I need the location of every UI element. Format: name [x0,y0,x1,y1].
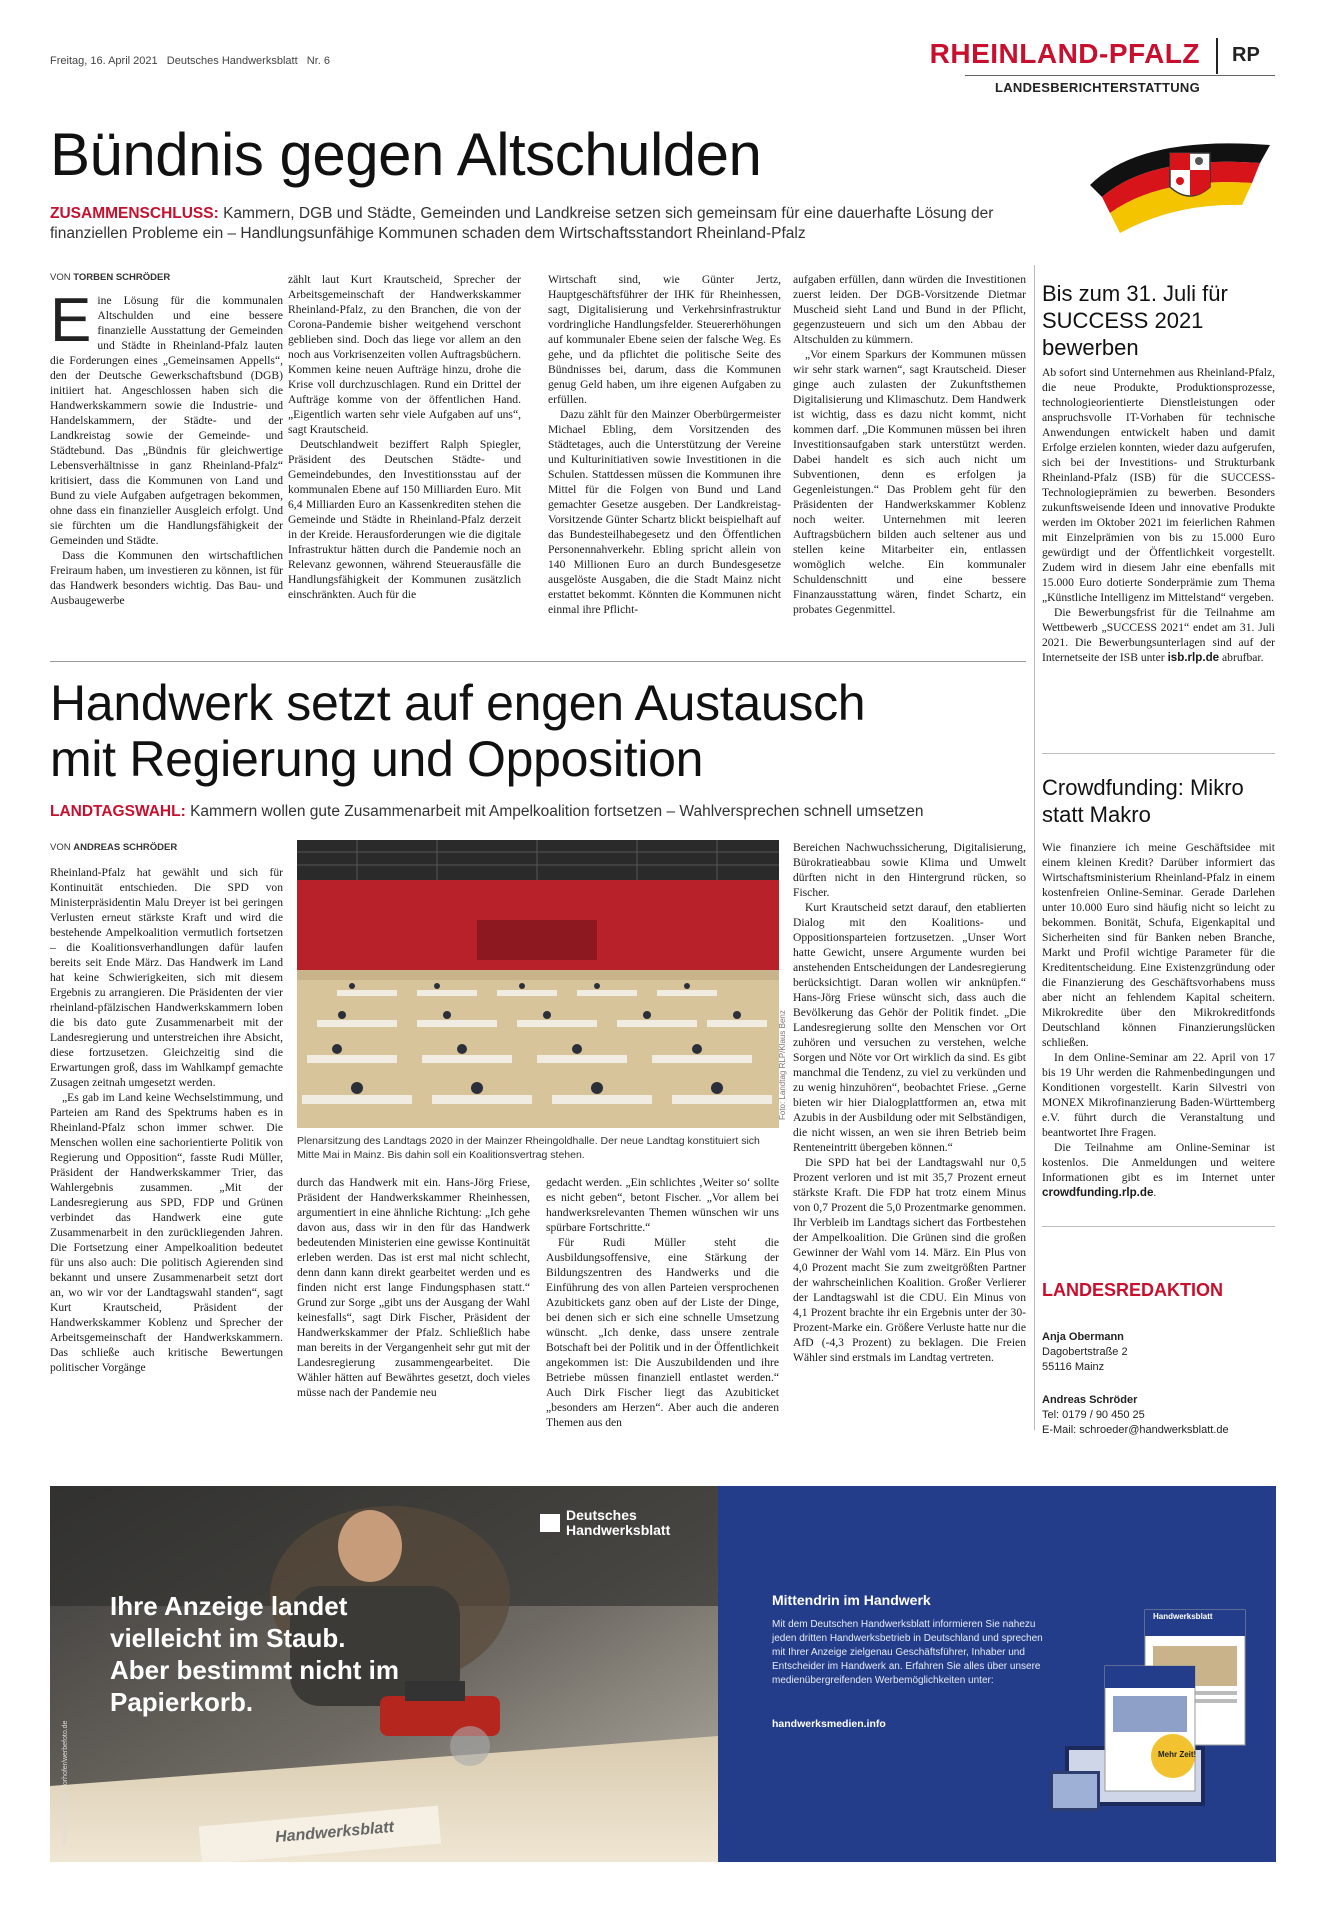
paragraph: gedacht werden. „Ein schlichtes ‚Weiter so‘ sollte es nicht geben“, betont Fischer. „Vor allem bei handwerksrelevanten Themen wünschen wir uns spürbare Fortschritte.“ [546,1176,779,1234]
ad-headline-line: vielleicht im Staub. [110,1623,346,1653]
paragraph: durch das Handwerk mit ein. Hans-Jörg Friese, Präsident der Handwerkskammer Rheinhessen, argumentiert in eine ähnliche Richtung: „Ich gehe davon aus, dass wir in den für das Handwerk bedeutenden Ministerien eine gewisse Kontinuität erleben werden. Das ist erst mal nicht schlecht, denn dann kann direkt gearbeitet werden und es finden nicht erst lange Findungsphasen statt.“ Grund zur Sorge „gibt uns der Ausgang der Wahl keinesfalls“, sagt Dirk Fischer, Präsident der Handwerkskammer der Pfalz. Schließlich habe man bereits in der Vergangenheit sehr gut mit der Landesregierung zusammengearbeitet. Die Wähler hätten auf Bewährtes gesetzt, doch vieles müsse nach der Pandemie neu [297,1176,530,1399]
byline-author: ANDREAS SCHRÖDER [73,842,178,853]
headline-line: Handwerk setzt auf engen Austausch [50,675,866,731]
ad-photo-credit: Foto: © Christian Vorhofer/werbefoto.de [62,1720,69,1844]
plenary-photo [297,840,779,1128]
article1-lead [50,286,283,548]
ad-panel-text: Mit dem Deutschen Handwerksblatt informieren Sie nahezu jeden dritten Handwerksbetrieb in Deutschland und sprechen mit Ihrer Anzeige zielgenau Geschäftsführer, Inhaber und Entscheider im Handwerk an. Erfahren Sie alles über unsere medienübergreifenden Werbemöglichkeiten unter: [772,1619,1043,1686]
article1-col3 [548,272,781,617]
crowdfunding-link[interactable]: crowdfunding.rlp.de [1042,1186,1154,1199]
article2-headline [50,675,865,787]
sidebar-rule [1042,1226,1275,1227]
ad-headline-line: Papierkorb. [110,1687,254,1717]
state-flag-emblem [1080,125,1280,245]
article2-byline [50,842,177,853]
article-divider [50,661,1026,662]
region-title: RHEINLAND-PFALZ [929,38,1200,69]
contact-street: Dagobertstraße 2 [1042,1346,1128,1358]
paragraph: In dem Online-Seminar am 22. April von 17 bis 19 Uhr werden die Rahmenbedingungen und Konditionen vorgestellt. Karin Silvestri von MONEX Mikrofinanzierung Baden-Württemberg e.V. führt durch die Veranstaltung und beantwortet Ihre Fragen. [1042,1051,1275,1139]
logo-line: Deutsches [566,1507,637,1523]
ad-headline [110,1590,399,1718]
contact-andreas [1042,1393,1229,1438]
advertisement[interactable] [50,1486,1276,1862]
sidebar-box1-p2: Die Bewerbungsfrist für die Teilnahme am Wettbewerb „SUCCESS 2021“ endet am 31. Juli 2021. Die Bewerbungsunterlagen sind auf der Internetseite der ISB unter [1042,606,1275,664]
region-subtitle: LANDESBERICHTERSTATTUNG [994,80,1200,95]
ad-panel-link[interactable]: handwerksmedien.info [772,1718,886,1730]
sidebar-box1-suffix: abrufbar. [1219,651,1264,664]
article2-col4 [793,840,1026,1365]
article2-deck-text: Kammern wollen gute Zusammenarbeit mit Ampelkoalition fortsetzen – Wahlversprechen schnell umsetzen [190,803,924,820]
dropcap: E [50,286,92,355]
sidebar-box2-text [1042,840,1275,1200]
article1-lead-text: ine Lösung für die kommunalen Altschulden und eine bessere finanzielle Ausstattung der Gemeinden und Städte in Rheinland-Pfalz lauten die Forderungen eines „Gemeinsamen Appells“, den der Deutsche Gewerkschaftsbund (DGB) initiiert hat. Angeschlossen haben sich die Handwerkskammern sowie die Industrie- und Handelskammern, der Städte- und der Landkreistag sowie der Gemeinde- und Städtebund. Das „Bündnis für gleichwertige Lebensverhältnisse in ganz Rheinland-Pfalz“ kritisiert, dass die Kommunen von Land und Bund zu viele Aufgaben aufgetragen bekommen, ohne dass ein finanzieller Ausgleich erfolgt. Und sie fürchten um die Handlungsfähigkeit der Gemeinden und Städte. [50,294,283,547]
article2-kicker: LANDTAGSWAHL: [50,803,186,820]
paragraph [1042,1140,1275,1200]
header-divider [1216,38,1218,74]
paragraph: Dazu zählt für den Mainzer Oberbürgermeister Michael Ebling, dem Vorsitzenden des Städtetages, auch die Unterstützung der Vereine und Kulturinitiativen sowie Investitionen in die Schulen. Stattdessen müssen die Kommunen ihre Mittel für die Folgen von Bund und Land gemachter Gesetze ausgeben. Der Landkreistag-Vorsitzende Günter Schartz blickt beispielhaft auf das Bundesteilhabegesetz und den Öffentlichen Personennahverkehr. Ebling spricht allein von 140 Millionen Euro an durch Bundesgesetze ausgelöste Ausgaben, die die Stadt Mainz nicht erstattet bekommt. Könnten die Kommunen nicht einmal ihre Pflicht- [548,408,781,616]
sidebar-box2-title: Crowdfunding: Mikro statt Makro [1042,775,1244,827]
handwerksblatt-logo [540,1514,560,1532]
contact-name: Anja Obermann [1042,1331,1124,1343]
sidebar-box1-text [1042,365,1275,665]
ad-product-mockups [1045,1606,1260,1821]
contact-name: Andreas Schröder [1042,1394,1138,1406]
article1-headline: Bündnis gegen Altschulden [50,121,762,188]
paragraph: Ab sofort sind Unternehmen aus Rheinland-Pfalz, die neue Produkte, Produktionsprozesse, technologieorientierte Dienstleistungen oder anspruchsvolle IT-Vorhaben für technische Anwendungen entwickelt haben und damit Erfolge erzielen konnten, wieder dazu aufgerufen, sich bei der Investitions- und Strukturbank Rheinland-Pfalz (ISB) für die SUCCESS-Technologieprämien zu bewerben. Besonders zukunftsweisende Ideen und innovative Produkte werden im Oktober 2021 im feierlichen Rahmen mit Einzelprämien von bis zu 15.000 Euro gewürdigt und der Öffentlichkeit vorgestellt. Zudem wird in diesem Jahr eine ebenfalls mit 15.000 Euro dotierte Sonderprämie zum Thema „Künstliche Intelligenz im Mittelstand“ vergeben. [1042,366,1275,604]
article1-col2 [288,272,521,602]
mockup-title: Handwerksblatt [1153,1612,1213,1621]
paragraph: Dass die Kommunen den wirtschaftlichen Freiraum haben, um investieren zu können, ist für das Handwerk besonders wichtig. Das Bau- und Ausbaugewerbe [50,549,283,607]
article1-deck [50,204,1010,244]
article2-deck [50,803,1030,821]
ad-headline-line: Ihre Anzeige landet [110,1591,348,1621]
paragraph: „Es gab im Land keine Wechselstimmung, und Parteien am Rand des Spektrums haben es in Rheinland-Pfalz schon immer schwer. Die Menschen wollen eine sachorientierte Politik von Regierung und Opposition“, fasste Rudi Müller, Präsident der Handwerkskammer Trier, das Wahlergebnis zusammen. „Mit der Landesregierung aus SPD, FDP und Grünen verbindet das Handwerk eine gute Zusammenarbeit in den zurückliegenden Jahren. Die Fortsetzung einer Ampelkoalition bedeutet für uns also auch: Die politisch Agierenden sind bekannt und unsere Zusammenarbeit setzt dort an, wo wir vor der Landtagswahl standen“, sagt Kurt Krautscheid, Präsident der Handwerkskammer Koblenz und Sprecher der Arbeitsgemeinschaft der Handwerkskammern. Das schließe auch kritische Bewertungen politischer Vorgänge [50,1091,283,1374]
article2-col2 [297,1175,530,1400]
byline-prefix: VON [50,272,71,283]
article2-col1 [50,865,283,1375]
article1-col4 [793,272,1026,617]
paragraph: zählt laut Kurt Krautscheid, Sprecher der Arbeitsgemeinschaft der Handwerkskammer Rheinland-Pfalz, zu den Branchen, die von der Corona-Pandemie bisher weitgehend verschont geblieben sind. Doch das liege vor allem an den noch aus Vorkrisenzeiten vollen Auftragsbüchern. Kommen keine neuen Aufträge hinzu, drohe die Krise voll durchzuschlagen. Rund ein Drittel der Aufträge komme von der öffentlichen Hand. „Eigentlich warten sehr viele Aufgaben auf uns“, sagt Krautscheid. [288,273,521,436]
contact-city: 55116 Mainz [1042,1361,1105,1373]
article1-deck-text: Kammern, DGB und Städte, Gemeinden und Landkreise setzen sich gemeinsam für eine dauerhafte Lösung der finanziellen Probleme ein – Handlungsunfähige Kommunen schaden dem Wirtschaftsstandort Rheinland-Pfalz [50,205,994,242]
headline-line: mit Regierung und Opposition [50,731,704,787]
sidebar-box2-suffix: . [1153,1186,1157,1199]
ad-headline-line: Aber bestimmt nicht im [110,1655,399,1685]
contact-phone: Tel: 0179 / 90 450 25 [1042,1409,1145,1421]
paragraph: Die SPD hat bei der Landtagswahl nur 0,5 Prozent verloren und ist mit 35,7 Prozent erneut stärkste Kraft. Die FDP hat trotz einem Minus von 0,7 Prozent die 5,0 Prozentmarke genommen. Ihr Verbleib im Landtags sichert das Fortbestehen der Ampelkoalition. Die Grünen sind die großen Gewinner der Wahl vom 14. März. Ein Plus von 4,0 Prozent macht Sie zum zweitgrößten Partner der wahrscheinlichen Koalition. Großer Verlierer der Landtagswahl ist die CDU. Ein Minus von 4,1 Prozent brachte ihr ein Ergebnis unter der 30-Prozent-Marke ein. Größere Verluste hatte nur die AfD (-4,3 Prozent) zu beklagen. Die Freien Wähler sind erstmals im Landtag vertreten. [793,1156,1026,1364]
article2-col3 [546,1175,779,1430]
sidebar-box2-p3: Die Teilnahme am Online-Seminar ist kostenlos. Die Anmeldungen und weitere Informationen gibt es im Internet unter [1042,1141,1275,1184]
paragraph: aufgaben erfüllen, dann würden die Investitionen zuerst leiden. Der DGB-Vorsitzende Dietmar Muscheid sieht Land und Bund in der Pflicht, gegenzusteuern und sich um den Abbau der Altschulden zu kümmern. [793,273,1026,346]
paragraph [1042,605,1275,665]
logo-text [566,1508,670,1538]
sidebar-box1-title: Bis zum 31. Juli für SUCCESS 2021 bewerben [1042,281,1228,360]
contact-email[interactable]: E-Mail: schroeder@handwerksblatt.de [1042,1424,1229,1436]
byline-prefix: VON [50,842,71,853]
sidebar-rule [1042,753,1275,754]
ad-paper-label: Handwerksblatt [274,1818,395,1847]
paragraph: Kurt Krautscheid setzt darauf, den etablierten Dialog mit den Koalitions- und Oppositionsparteien fortzusetzen. „Unser Wort hatte Gewicht, unsere Argumente wurden bei anstehenden Entscheidungen der Landesregierung berücksichtigt. Daran wollen wir anknüpfen.“ Hans-Jörg Friese wünscht sich, dass auch die Bevölkerung das Gehör der Politik findet. „Die Landesregierung sollte den Menschen vor Ort zuhören und versuchen zu verstehen, welche Sorgen und Nöte vor Ort wirklich da sind. Es gibt manchmal die Tendenz, zu viel zu verkünden und zu wenig hinzuhören“, beobachtet Friese. „Gerne bieten wir hier Dialogplattformen an, etwa mit Azubis in der Ausbildung oder mit Selbständigen, die nicht wissen, an wen sie ihren Betrieb beim Renteneintritt übergeben können.“ [793,901,1026,1154]
paragraph: „Vor einem Sparkurs der Kommunen müssen wir sehr stark warnen“, sagt Krautscheid. Dieser ginge auch zulasten der Zukunftsthemen Digitalisierung und Klimaschutz. Dem Handwerk ist wichtig, dass es dazu nicht kommt, nicht kommen darf. „Die Kommunen müssen bei ihren Investitionsaufgaben stark unterstützt werden. Dabei handelt es sich auch nicht um Subventionen, denn es erfolgen ja Gegenleistungen.“ Das Problem geht für den Präsidenten der Handwerkskammer Koblenz noch weiter. Unternehmen mit leeren Auftragsbüchern bilden auch seltener aus und stellen keine Mitarbeiter ein, entlassen womöglich welche. Ein kommunaler Schuldenschnitt und eine bessere Finanzausstattung wären, findet Schartz, ein probates Gegenmittel. [793,348,1026,616]
photo-credit: Foto: Landtag RLP/Klaus Benz [778,1010,787,1120]
paragraph: Wirtschaft sind, wie Günter Jertz, Hauptgeschäftsführer der IHK für Rheinhessen, sagt, Digitalisierung und Verkehrsinfrastruktur vordringliche Handlungsfelder. Steuererhöhungen auf kommunaler Ebene seien der falsche Weg. Es gehe, und da pflichtet die politische Seite des Bündnisses bei, darum, dass die Kommunen genug Geld haben, um ihre eigenen Aufgaben zu erfüllen. [548,273,781,406]
paragraph: Für Rudi Müller steht die Ausbildungsoffensive, eine Stärkung der Bildungszentren des Handwerks und die Einführung des von allen Parteien versprochenen Azubitickets ganz oben auf der Liste der Dinge, bei denen sich er sich eine schnelle Umsetzung wünscht. „Ich denke, dass unsere zentrale Botschaft bei der Politik und in der Öffentlichkeit angekommen ist: Die Auszubildenden und ihre Betriebe müssen finanziell entlastet werden.“ Auch Dirk Fischer liegt das Azubiticket „besonders am Herzen“. Aber auch die anderen Themen aus den [546,1236,779,1429]
ad-panel-title: Mittendrin im Handwerk [772,1592,931,1608]
dateline: Freitag, 16. April 2021 Deutsches Handwerksblatt Nr. 6 [50,55,331,67]
paragraph: Rheinland-Pfalz hat gewählt und sich für Kontinuität entschieden. Die SPD von Ministerpräsidentin Malu Dreyer ist bei geringen Verlusten erneut stärkste Kraft und wird die bestehende Ampelkoalition vermutlich fortsetzen – die Koalitionsverhandlungen dafür laufen bereits seit Ende März. Das Handwerk im Land hat keine Schwierigkeiten, sich mit diesem Ergebnis zu arrangieren. Die Präsidenten der vier rheinland-pfälzischen Handwerkskammern loben die bis dato gute Zusammenarbeit mit der Landesregierung und unterstreichen ihre Absicht, diese fortzusetzen. Gleichzeitig sind die Erwartungen groß, dass im Wahlkampf gemachte Zusagen zeitnah umgesetzt werden. [50,866,283,1089]
paragraph: Deutschlandweit beziffert Ralph Spiegler, Präsident des Deutschen Städte- und Gemeindebundes, den Investitionsstau auf der kommunalen Ebene auf 150 Milliarden Euro. Mit 6,4 Milliarden Euro an Kassenkrediten stehen die Gemeinde und Städte in Rheinland-Pfalz derzeit in der Kreide. Herausforderungen wie die digitale Infrastruktur hätten durch die Pandemie noch an Relevanz gewonnen, während Steuerausfälle die Handlungsfähigkeit der Kommunen zusätzlich einschränkten. Auch für die [288,438,521,601]
article1-byline [50,272,170,283]
header-rule [965,75,1275,76]
region-code: RP [1232,44,1260,66]
photo-caption: Plenarsitzung des Landtags 2020 in der Mainzer Rheingoldhalle. Der neue Landtag konstituiert sich Mitte Mai in Mainz. Bis dahin soll ein Koalitionsvertrag stehen. [297,1135,760,1161]
article1-kicker: ZUSAMMENSCHLUSS: [50,205,219,222]
landesredaktion-title: LANDESREDAKTION [1042,1280,1224,1300]
isb-link[interactable]: isb.rlp.de [1167,651,1220,664]
sidebar-divider-vertical [1034,265,1035,1430]
logo-line: Handwerksblatt [566,1522,671,1538]
byline-author: TORBEN SCHRÖDER [73,272,171,283]
paragraph: Bereichen Nachwuchssicherung, Digitalisierung, Bürokratieabbau sowie Klima und Umwelt dürften nicht in den Hintergrund rücken, so Fischer. [793,841,1026,899]
paragraph: Wie finanziere ich meine Geschäftsidee mit einem kleinen Kredit? Darüber informiert das Wirtschaftsministerium Rheinland-Pfalz in einem kostenfreien Online-Seminar. Gerade Darlehen unter 10.000 Euro sind häufig nicht so leicht zu bekommen. Bonität, Schufa, Eigenkapital und Sicherheiten sind für Banken neben Branche, Markt und Profil wichtige Parameter für die Kreditentscheidung. Eine Existenzgründung oder die Finanzierung des Geschäftsvorhabens muss aber nicht an fehlendem Kapital scheitern. Mikrokredite über den Mikrokreditfonds Deutschland können Finanzierungslücken schließen. [1042,841,1275,1049]
contact-anja [1042,1330,1128,1375]
article1-col1 [50,286,283,608]
mockup-badge: Mehr Zeit! [1158,1750,1197,1759]
